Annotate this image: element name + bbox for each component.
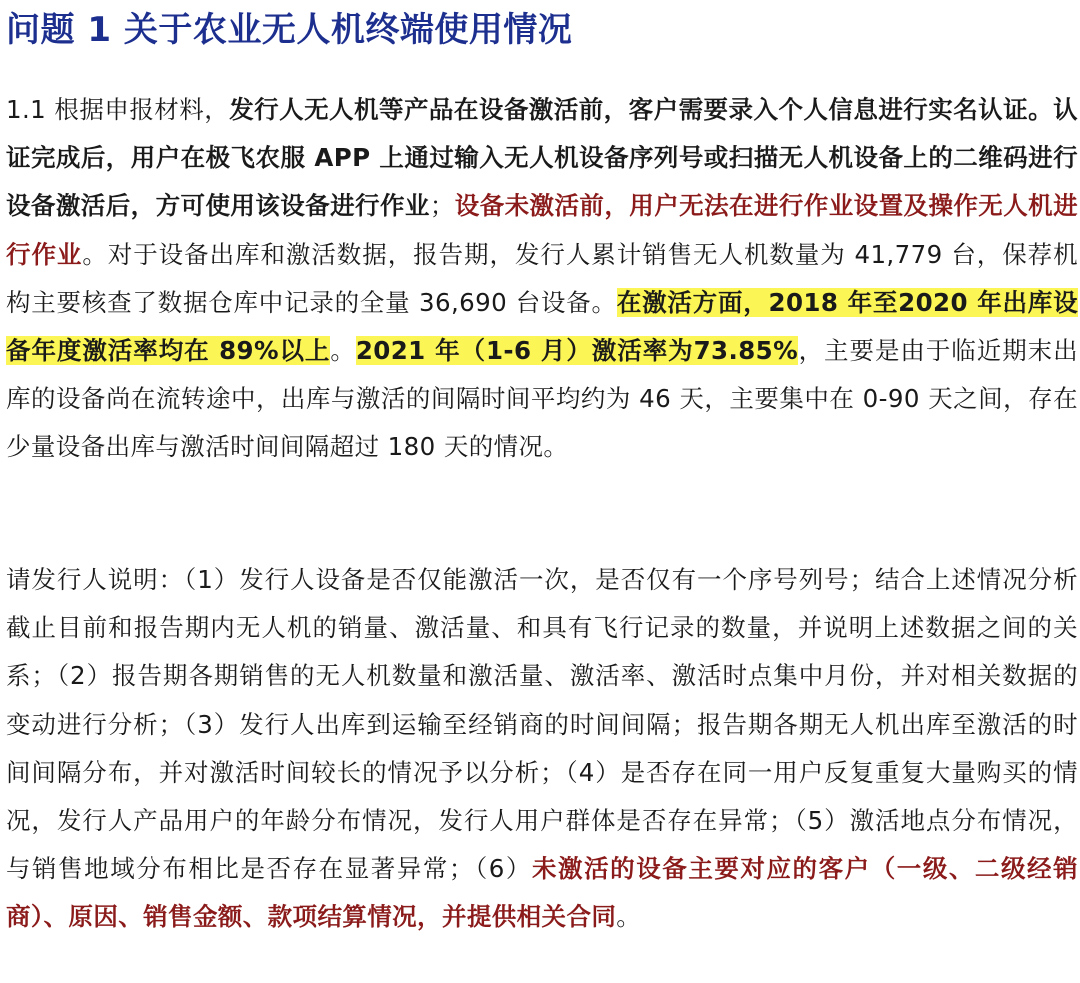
paragraph-1-highlight-2021-rate: 2021 年（1-6 月）激活率为73.85%: [355, 336, 799, 366]
paragraph-1-separator: ；: [429, 191, 455, 221]
paragraph-1-bold-activation-process: 发行人无人机等产品在设备激活前，客户需要录入个人信息进行实名认证。认证完成后，用户在极飞农服 APP 上通过输入无人机设备序列号或扫描无人机设备上的二维码进行设备激活后，方可使用该设备进行作业: [6, 95, 1078, 221]
paragraph-request: [6, 556, 1078, 942]
document-page: [6, 0, 1079, 932]
section-heading: 问题 1 关于农业无人机终端使用情况: [6, 10, 573, 50]
paragraph-2-period: 。: [616, 902, 642, 932]
paragraph-1-highlight-activation-rate: 在激活方面，2018 年至2020 年出库设备年度激活率均在 89%以上: [6, 287, 1078, 366]
paragraph-1-intro: 1.1 根据申报材料，: [6, 95, 230, 124]
paragraph-1-explanation: ，主要是由于临近期末出库的设备尚在流转途中，出库与激活的间隔时间平均约为 46 天，主要集中在 0-90 天之间，存在少量设备出库与激活时间间隔超过 180 天的情况。: [6, 336, 1078, 462]
paragraph-2-red-emphasis: 未激活的设备主要对应的客户（一级、二级经销商）、原因、销售金额、款项结算情况，并提供相关合同: [6, 854, 1078, 932]
paragraph-1-red-emphasis: 设备未激活前，用户无法在进行作业设置及操作无人机进行作业: [6, 191, 1078, 269]
paragraph-1-sales-data: 。对于设备出库和激活数据，报告期，发行人累计销售无人机数量为 41,779 台，保荐机构主要核查了数据仓库中记录的全量 36,690 台设备。: [6, 239, 1079, 317]
paragraph-2-questions: 请发行人说明：（1）发行人设备是否仅能激活一次，是否仅有一个序号列号；结合上述情况分析截止目前和报告期内无人机的销量、激活量、和具有飞行记录的数量，并说明上述数据之间的关系；（2）报告期各期销售的无人机数量和激活量、激活率、激活时点集中月份，并对相关数据的变动进行分析；（3）发行人出库到运输至经销商的时间间隔；报告期各期无人机出库至激活的时间间隔分布，并对激活时间较长的情况予以分析；（4）是否存在同一用户反复重复大量购买的情况，发行人产品用户的年龄分布情况，发行人用户群体是否存在异常；（5）激活地点分布情况，与销售地域分布相比是否存在显著异常；（6）: [6, 565, 1078, 884]
paragraph-question-1-1: [6, 86, 1078, 472]
paragraph-1-period: 。: [330, 336, 356, 366]
